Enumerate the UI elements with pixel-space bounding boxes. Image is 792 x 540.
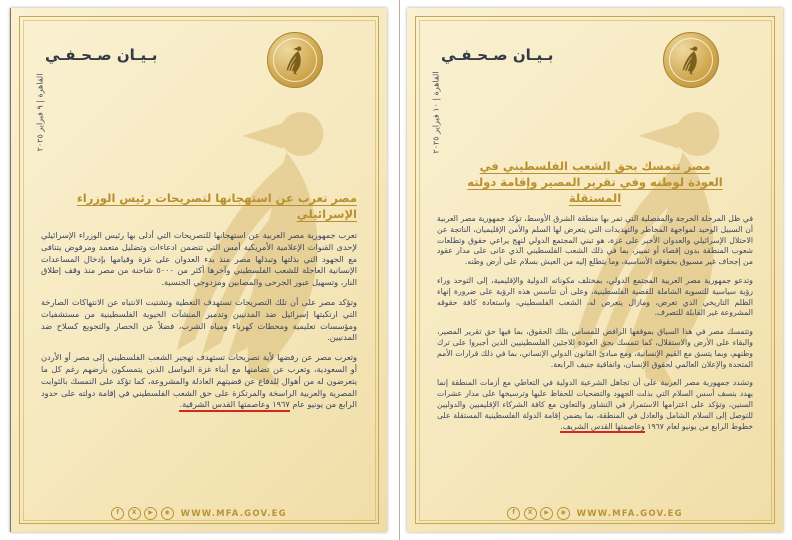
youtube-icon: ▶ <box>540 507 553 520</box>
facebook-icon: f <box>111 507 124 520</box>
statement-title: مصر تعرب عن استهجانها لتصريحات رئيس الوزراء الإسرائيلي <box>76 191 357 221</box>
statement-paragraph: وتؤكد مصر على أن تلك التصريحات تستهدف التغطية وتشتيت الانتباه عن الانتهاكات الصارخة التي ارتكبتها إسرائيل ضد المدنيين وتدمير المنشآت الحيوية الفلسطينية من مستشفيات ومؤسسات تعليمية ومحطات كهرباء ومياه الشرب، فضلاً عن الحصار والتجويع كسلاح ضد المدنيين. <box>41 296 357 343</box>
ministry-seal-icon <box>267 32 323 88</box>
statement-paragraph: وتتمسك مصر في هذا السياق بموقفها الرافض للمساس بتلك الحقوق، بما فيها حق تقرير المصير، والبقاء على الأرض والاستقلال، كما تتمسك بحق العودة للاجئين الفلسطينيين الذين أجبروا على ترك وطنهم، وبما يتسق مع القيم الإنسانية، ومع مبادئ القانون الدولي الإنساني، بما في ذلك قرارات الأمم المتحدة والإعلان العالمي لحقوق الإنسان، واتفاقية جنيف الرابعة. <box>437 327 753 369</box>
red-underline-annotation: ١٩٦٧ وعاصمتها القدس الشرقية. <box>179 399 289 412</box>
paragraph-text: وتعرب مصر عن رفضها لأية تصريحات تستهدف تهجير الشعب الفلسطيني إلى مصر أو الأردن أو السعودية، وتعرب عن تضامنها مع أبناء غزة البواسل الذين يتمسكون بأرضهم رغم كل ما يتعرضون له من أهوال للدفاع عن قضيتهم العادلة والمشروعة، كما تؤكد على التمسك بالثوابت المصرية والعربية الراسخة والمرتكزة على حق الشعب الفلسطيني في إقامة دولته على حدود الرابع من يونيو عام <box>41 352 357 410</box>
statement-paragraph: تعرب جمهورية مصر العربية عن استهجانها للتصريحات التي أدلى بها رئيس الوزراء الإسرائيلي لإحدى القنوات الإعلامية الأمريكية أمس التي تتضمن ادعاءات وتضليل متعمد ومرفوض يتنافى مع الجهود التي بذلتها وتبذلها مصر منذ بدء العدوان على غزة وقيامها بإدخال المساعدات الإنسانية العاجلة للشعب الفلسطيني وآخرها أكثر من ٥٠٠٠ شاحنة من مصر منذ وقف إطلاق النار، وتسهيل عبور الجرحى والمصابين ومزدوجي الجنسية. <box>41 230 357 288</box>
red-underline-annotation: وعاصمتها القدس الشريف. <box>560 422 645 434</box>
statement-paragraph: وتدعو جمهورية مصر العربية المجتمع الدولي، بمختلف مكوناته الدولية والإقليمية، إلى التوحد وراء رؤية سياسية للتسوية الشاملة للقضية الفلسطينية، وعلى أن تتأسس هذه الرؤية على ضرورة إنهاء الظلم التاريخي الذي تعرض، ومازال يتعرض له، الشعب الفلسطيني، واستعادة كافة حقوقه المشروعة غير القابلة للتصرف. <box>437 275 753 318</box>
youtube-icon: ▶ <box>144 507 157 520</box>
instagram-icon: ◉ <box>161 507 174 520</box>
footer-website: WWW.MFA.GOV.EG <box>180 508 287 519</box>
press-statement-right <box>407 8 783 532</box>
facebook-icon: f <box>507 507 520 520</box>
statement-footer <box>407 507 783 520</box>
statement-paragraph: في ظل المرحلة الحرجة والمفصلية التي تمر بها منطقة الشرق الأوسط، تؤكد جمهورية مصر العربية أن السبيل الوحيد لمواجهة المخاطر والتهديدات التي يتعرض لها السلم والأمن الإقليميان، الناتجة عن الاحتلال الإسرائيلي والعدوان الأخير على غزة، هو تبني المجتمع الدولي لنهج يراعي حقوق وتطلعات شعوب المنطقة بدون إقصاء أو تمييز، بما في ذلك الشعب الفلسطيني الذي عانى على مدار عقود من إجحاف غير مسبوق بحقوقه الأساسية، وما يتطلع إليه من العيش بسلام على أرض وطنه. <box>437 214 753 267</box>
footer-website: WWW.MFA.GOV.EG <box>576 508 683 519</box>
x-icon: X <box>128 507 141 520</box>
social-icons <box>507 507 570 520</box>
statement-content <box>437 156 753 492</box>
statement-paragraph <box>41 352 357 411</box>
statement-date: القاهرة | ٩ فبراير ٢٠٢٥ <box>35 73 45 152</box>
press-statement-label: بـيـان صـحـفـي <box>45 46 158 64</box>
statement-footer <box>11 507 387 520</box>
statement-paragraph <box>437 378 753 432</box>
x-icon: X <box>524 507 537 520</box>
press-statement-left <box>10 8 387 532</box>
statement-date: القاهرة | ١٠ فبراير ٢٠٢٥ <box>431 71 441 154</box>
paragraph-text: وتشدد جمهورية مصر العربية على أن تجاهل الشرعية الدولية في التعاطي مع أزمات المنطقة إنما يهدد بنسف أسس السلام التي بذلت الجهود والتضحيات للحفاظ عليها وترسيخها على مدار عشرات السنين، وتؤكد على اعتزامها الاستمرار في التشاور والتعاون مع كافة الشركاء الإقليميين والدوليين للتوصل إلى السلام الشامل والعادل في المنطقة، بما يضمن إقامة الدولة الفلسطينية المستقلة على خطوط الرابع من يونيو لعام ١٩٦٧ <box>437 378 753 431</box>
statement-title: مصر تتمسك بحق الشعب الفلسطيني في العودة لوطنه وفي تقرير المصير وإقامة دولته المستقلة <box>467 159 723 205</box>
statement-content <box>41 156 357 492</box>
press-statement-label: بـيـان صـحـفـي <box>441 46 554 64</box>
social-icons <box>111 507 174 520</box>
instagram-icon: ◉ <box>557 507 570 520</box>
scan-page-divider <box>399 0 400 540</box>
ministry-seal-icon <box>663 32 719 88</box>
